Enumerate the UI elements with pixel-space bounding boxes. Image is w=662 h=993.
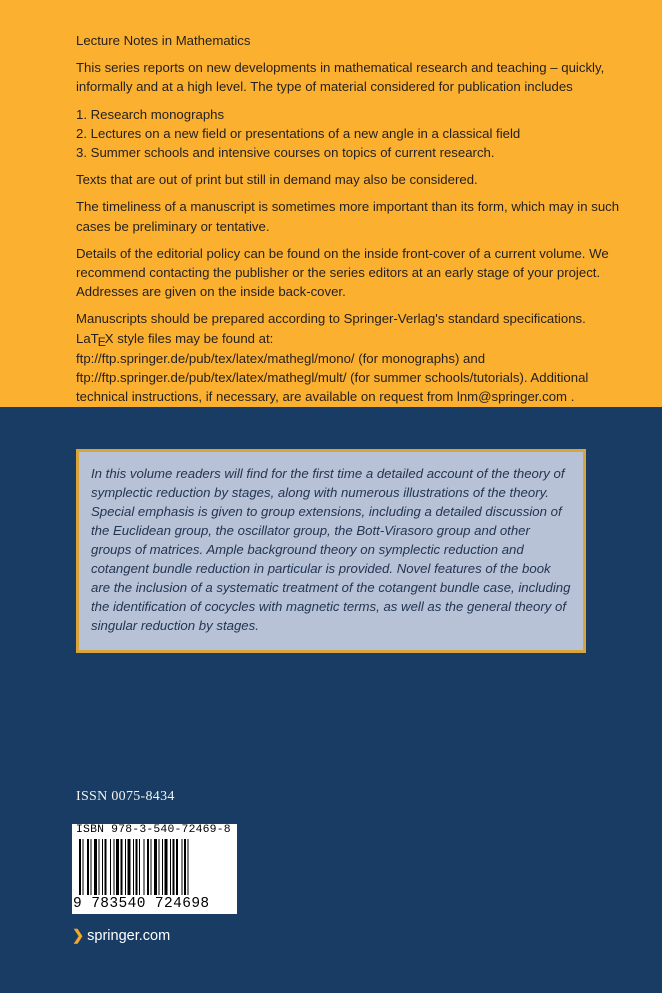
barcode-bar	[128, 839, 131, 895]
barcode-bar	[136, 839, 138, 895]
publication-type-list	[76, 105, 636, 163]
barcode-bar	[139, 839, 140, 895]
barcode-bar	[151, 839, 152, 895]
isbn-barcode	[72, 824, 237, 914]
barcode-bar	[154, 839, 157, 895]
abstract-box	[76, 449, 586, 653]
manuscript-line-2: style files may be found at:	[113, 330, 274, 346]
barcode-bar	[170, 839, 171, 895]
barcode-bar	[114, 839, 115, 895]
barcode-bar	[147, 839, 149, 895]
barcode-bar	[133, 839, 134, 895]
ftp-link-mono[interactable]: ftp://ftp.springer.de/pub/tex/latex/mathegl/mono/ (for monographs) and	[76, 350, 486, 366]
timeliness-note: The timeliness of a manuscript is sometimes more important than its form, which may in such cases be preliminary or tentative.	[76, 199, 620, 234]
barcode-bar	[91, 839, 92, 895]
barcode-bar	[162, 839, 163, 895]
barcode-bar	[144, 839, 145, 895]
latex-logo: LaTEX	[76, 330, 114, 349]
barcode-bar	[105, 839, 107, 895]
barcode-digits: 9 783540 724698	[73, 896, 210, 912]
out-of-print-note: Texts that are out of print but still in demand may also be considered.	[76, 172, 478, 188]
abstract-text: In this volume readers will find for the first time a detailed account of the theory of symplectic reduction by stages, along with numerous illustrations of the theory. Special emphasis is given to group extensions, including a detailed discussion of the Euclidean group, the oscillator group, the Bott-Virasoro group and other groups of matrices. Ample background theory on symplectic reduction and cotangent bundle reduction in particular is provided. Novel features of the book are the inclusion of a systematic treatment of the cotangent bundle case, including the identification of cocycles with magnetic terms, as well as the general theory of singular reduction by stages.	[91, 466, 571, 633]
publisher-url: springer.com	[87, 928, 171, 944]
barcode-bar	[184, 839, 186, 895]
barcode-bar	[99, 839, 100, 895]
issn-label: ISSN 0075-8434	[76, 789, 175, 804]
barcode-bar	[121, 839, 123, 895]
barcode-bar	[87, 839, 89, 895]
series-intro: This series reports on new developments in mathematical research and teaching – quickly, informally and at a high level. The type of material considered for publication includes	[76, 60, 605, 95]
publisher-link[interactable]	[72, 928, 170, 944]
barcode-bar	[176, 839, 178, 895]
barcode-bars	[79, 839, 233, 895]
manuscript-instructions	[76, 309, 636, 406]
ftp-link-mult[interactable]: ftp://ftp.springer.de/pub/tex/latex/mathegl/mult/ (for summer schools/tutorials). Additional technical instructions, if necessary, are available on request from lnm@springer.com .	[76, 370, 589, 405]
barcode-bar	[102, 839, 103, 895]
isbn-label: ISBN 978-3-540-72469-8	[76, 824, 231, 836]
barcode-bar	[165, 839, 168, 895]
editorial-policy-note: Details of the editorial policy can be found on the inside front-cover of a current volume. We recommend contacting the publisher or the series editors at an early stage of your project. Addresses are given on the inside back-cover.	[76, 245, 609, 300]
list-item: 1. Research monographs	[76, 106, 225, 122]
manuscript-line-1: Manuscripts should be prepared according to Springer-Verlag's standard specifications.	[76, 311, 586, 327]
list-item: 3. Summer schools and intensive courses on topics of current research.	[76, 145, 495, 161]
chevron-right-icon: ❯	[72, 928, 85, 944]
series-title: Lecture Notes in Mathematics	[76, 33, 251, 48]
barcode-bar	[94, 839, 97, 895]
barcode-bar	[125, 839, 126, 895]
barcode-bar	[173, 839, 175, 895]
barcode-bar	[116, 839, 119, 895]
list-item: 2. Lectures on a new field or presentations of a new angle in a classical field	[76, 125, 521, 141]
barcode-bar	[159, 839, 160, 895]
barcode-bar	[110, 839, 111, 895]
barcode-bar	[188, 839, 189, 895]
barcode-bar	[79, 839, 81, 895]
barcode-bar	[83, 839, 84, 895]
series-info-panel	[0, 0, 662, 407]
barcode-bar	[182, 839, 183, 895]
